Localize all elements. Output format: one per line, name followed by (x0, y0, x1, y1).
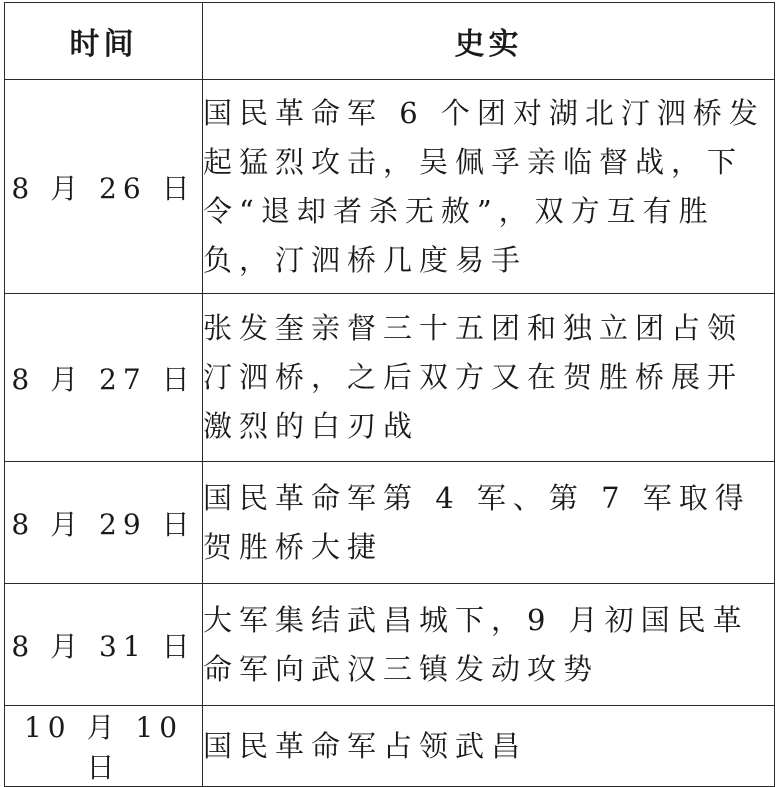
header-time: 时间 (5, 3, 203, 80)
row-time: 8 月 27 日 (5, 294, 203, 462)
row-time: 10 月 10 日 (5, 706, 203, 787)
row-fact: 张发奎亲督三十五团和独立团占领汀泗桥，之后双方又在贺胜桥展开激烈的白刃战 (203, 294, 775, 462)
table-row (5, 294, 775, 462)
row-fact: 大军集结武昌城下，9 月初国民革命军向武汉三镇发动攻势 (203, 584, 775, 706)
history-table (4, 2, 775, 787)
row-time: 8 月 29 日 (5, 462, 203, 584)
table-row (5, 462, 775, 584)
row-fact: 国民革命军第 4 军、第 7 军取得贺胜桥大捷 (203, 462, 775, 584)
table-body (5, 80, 775, 787)
row-fact: 国民革命军占领武昌 (203, 706, 775, 787)
table-row (5, 584, 775, 706)
table-header (5, 3, 775, 80)
row-fact: 国民革命军 6 个团对湖北汀泗桥发起猛烈攻击，吴佩孚亲临督战，下令“退却者杀无赦”，双方互有胜负，汀泗桥几度易手 (203, 80, 775, 294)
row-time: 8 月 26 日 (5, 80, 203, 294)
row-time: 8 月 31 日 (5, 584, 203, 706)
table-row (5, 80, 775, 294)
header-row (5, 3, 775, 80)
header-fact: 史实 (203, 3, 775, 80)
table-row (5, 706, 775, 787)
